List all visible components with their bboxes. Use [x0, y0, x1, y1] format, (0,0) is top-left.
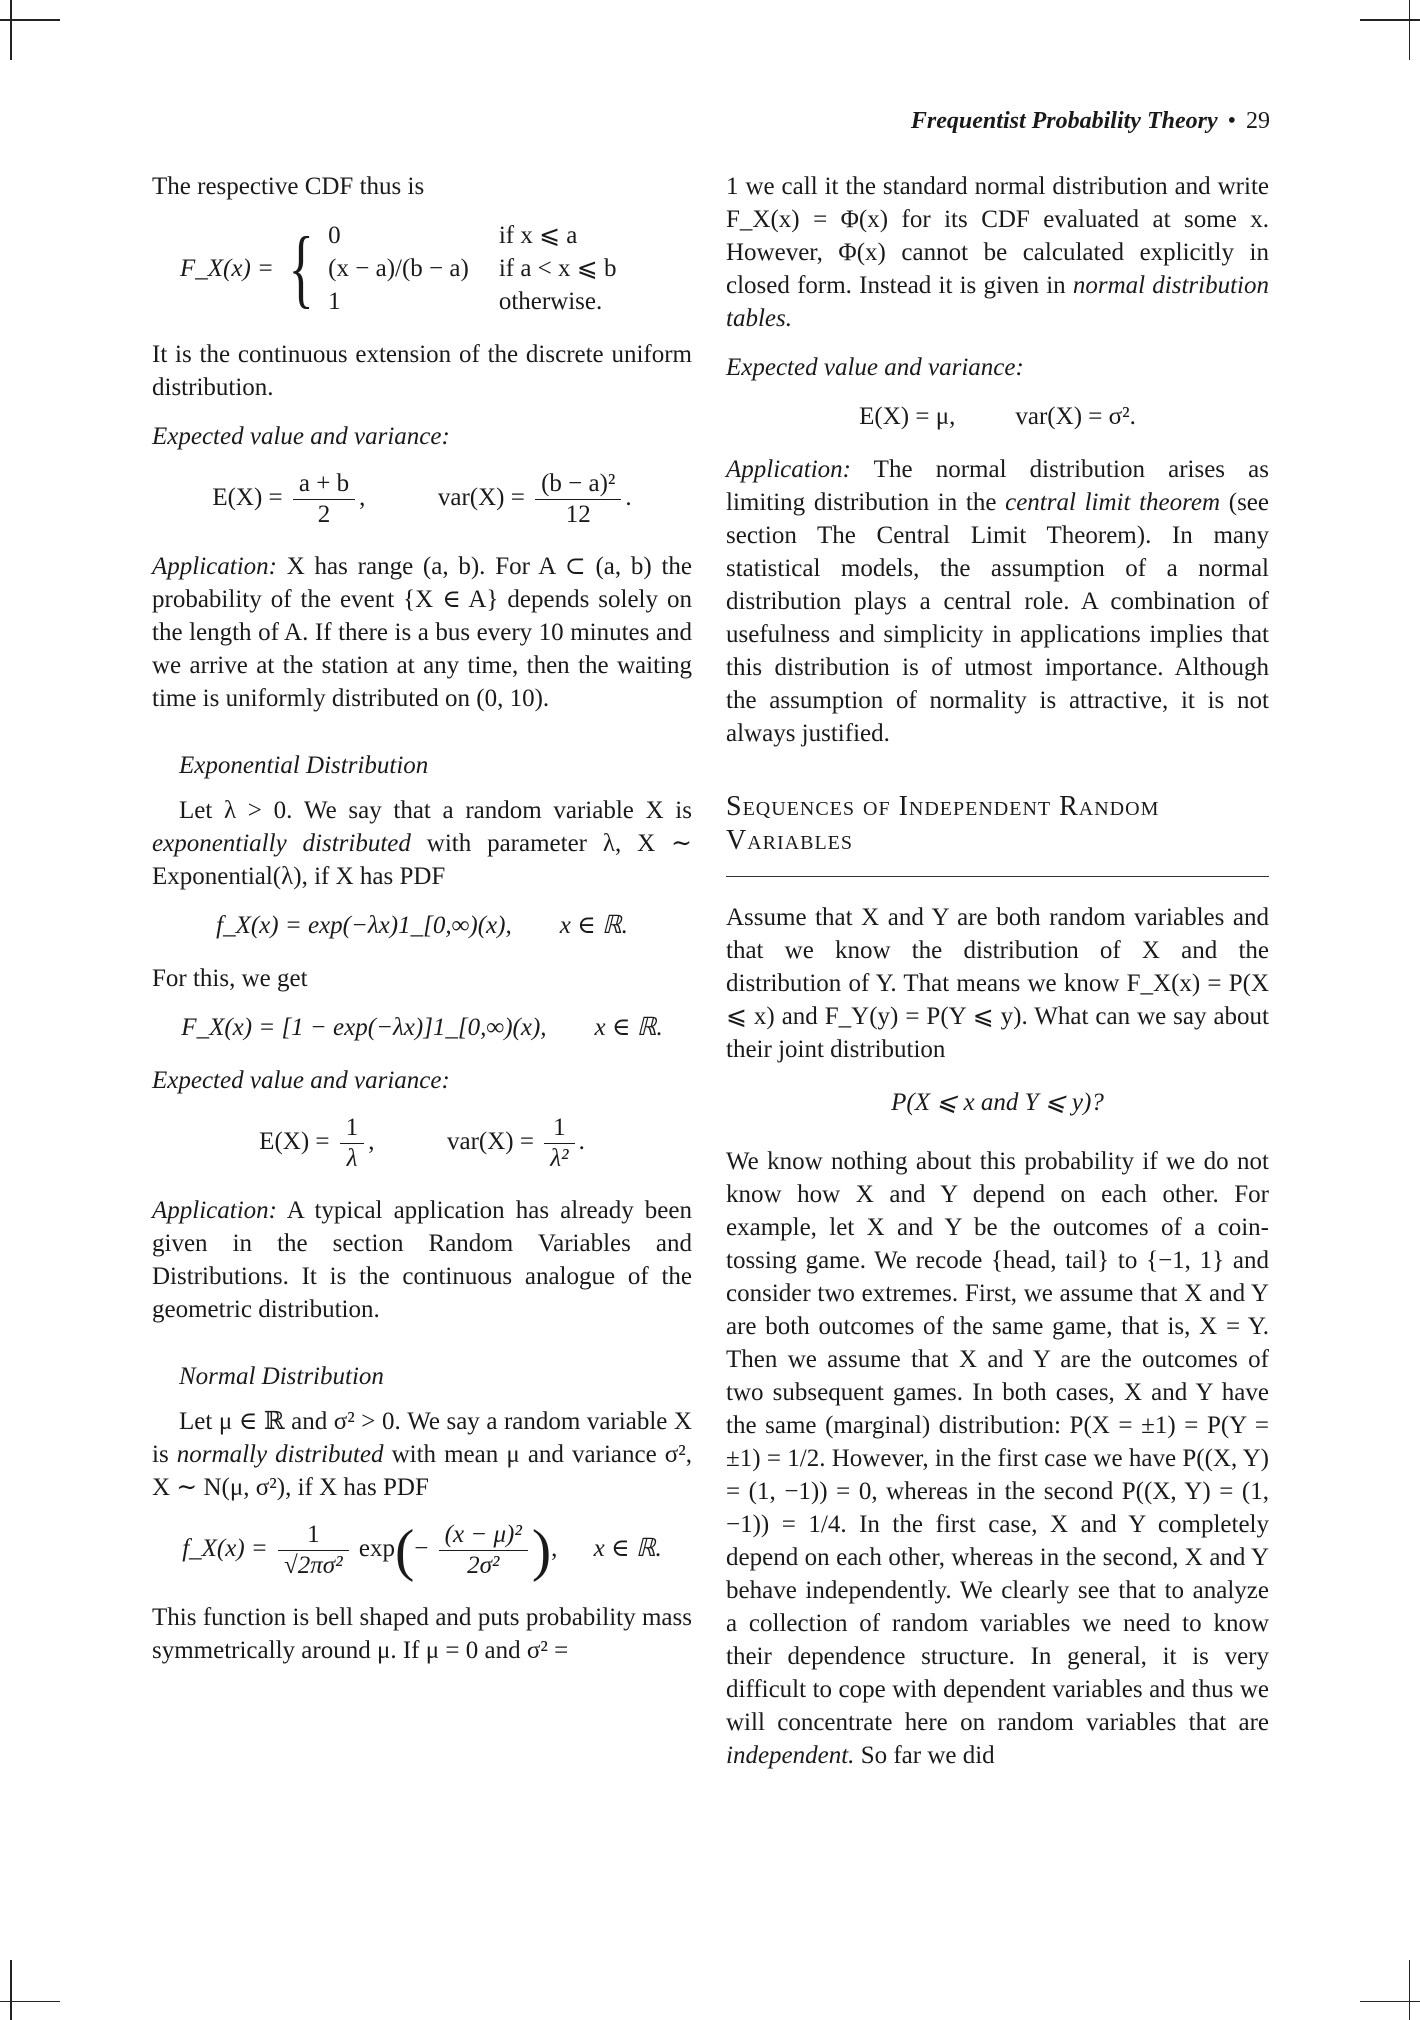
- case-value: 1: [328, 288, 341, 315]
- right-column: [726, 170, 1269, 1788]
- normal-definition: [152, 1405, 692, 1504]
- standard-normal-text: [726, 170, 1269, 335]
- crop-mark-tr-v: [1409, 0, 1411, 60]
- crop-mark-bl-v: [10, 1960, 12, 2020]
- normal-ev-equation: [726, 400, 1269, 433]
- def-text: with mean μ and variance σ², X ∼ N(μ, σ²), if X has PDF: [152, 1441, 692, 1501]
- ev-fraction: [340, 1113, 365, 1174]
- ev-formula: E(X) = μ,: [859, 403, 956, 430]
- case-value: 0: [328, 222, 341, 249]
- ev-label: Expected value and variance:: [152, 1067, 450, 1094]
- exponential-definition: [152, 794, 692, 893]
- application-label: Application:: [726, 456, 851, 483]
- exponential-pdf-equation: [152, 909, 692, 942]
- dependence-text: [726, 1145, 1269, 1772]
- frac-den: 12: [565, 501, 591, 528]
- frac-den: λ: [346, 1145, 358, 1172]
- pdf-formula: f_X(x) = exp(−λx)1_[0,∞)(x),: [216, 912, 512, 939]
- application-text: X has range (a, b). For A ⊂ (a, b) the probability of the event {X ∈ A} depends solely on the length of A. If there is a bus every 10 minutes and we arrive at the station at any time, then the waiting time is uniformly distributed on (0, 10).: [152, 553, 692, 712]
- uniform-application: [152, 550, 692, 715]
- cdf-lhs: F_X(x) =: [180, 255, 274, 282]
- running-title: Frequentist Probability Theory: [910, 108, 1218, 134]
- left-column: [152, 170, 692, 1683]
- case-condition: if a < x ⩽ b: [498, 255, 617, 282]
- var-tail: .: [578, 1128, 585, 1156]
- application-label: Application:: [152, 1197, 277, 1224]
- application-emph: central limit theorem: [1005, 489, 1221, 516]
- exponential-application: [152, 1194, 692, 1326]
- pdf-domain: x ∈ ℝ.: [559, 912, 628, 939]
- case-value: (x − a)/(b − a): [328, 255, 469, 282]
- frac-num: 1: [278, 1520, 349, 1551]
- exponent-fraction: [439, 1520, 528, 1581]
- var-lhs: var(X) =: [447, 1128, 534, 1156]
- crop-mark-bl-h: [0, 2001, 60, 2003]
- header-bullet: •: [1227, 108, 1236, 134]
- crop-mark-br-h: [1360, 2001, 1420, 2003]
- def-emph: exponentially distributed: [152, 830, 411, 857]
- exp-function: exp: [358, 1535, 395, 1563]
- def-text: with parameter λ, X ∼ Exponential(λ), if X has PDF: [152, 830, 692, 890]
- ev-tail: ,: [359, 484, 366, 512]
- var-formula: var(X) = σ².: [1015, 403, 1136, 430]
- ev-tail: ,: [368, 1128, 375, 1156]
- frac-num: (x − μ)²: [439, 1520, 528, 1551]
- case-condition: otherwise.: [498, 288, 603, 315]
- application-text: A typical application has already been given in the section Random Variables and Distributions. It is the continuous analogue of the geometric distribution.: [152, 1197, 692, 1323]
- for-this-text: For this, we get: [152, 965, 308, 992]
- crop-mark-tr-h: [1360, 19, 1420, 21]
- pdf-lhs: f_X(x) =: [182, 1535, 268, 1563]
- crop-mark-tl-h: [0, 19, 60, 21]
- ev-lhs: E(X) =: [259, 1128, 330, 1156]
- crop-mark-br-v: [1409, 1960, 1411, 2020]
- exponential-ev-equation: [152, 1113, 692, 1174]
- normal-pdf-equation: f_X(x) = $\frac{1}{\text{√2πσ²}}$ exp(− $\frac{\text{(x − μ)²}}{\text{2σ²}}$ ), x ∈ ℝ.: [182, 1517, 662, 1583]
- var-fraction: [544, 1113, 574, 1174]
- body-emph: independent.: [726, 1742, 855, 1769]
- left-brace: {: [288, 219, 314, 317]
- exponential-heading: Exponential Distribution: [179, 752, 429, 779]
- frac-den: 2σ²: [467, 1552, 500, 1579]
- bell-shape-text: This function is bell shaped and puts probability mass symmetrically around μ. If μ = 0 and σ² =: [152, 1604, 692, 1664]
- minus-sign: −: [414, 1535, 429, 1563]
- joint-distribution-equation: P(X ⩽ x and Y ⩽ y)?: [891, 1089, 1104, 1116]
- running-header: [911, 108, 1270, 135]
- ev-fraction: [293, 469, 355, 530]
- frac-num: (b − a)²: [535, 469, 621, 500]
- application-text: (see section The Central Limit Theorem). In many statistical models, the assumption of a normal distribution plays a central role. A combination of usefulness and simplicity in applications implies that this distribution is of utmost importance. Although the assumption of normality is attractive, it is not always justified.: [726, 489, 1270, 747]
- uniform-ev-equation: [152, 469, 692, 530]
- pdf-domain: x ∈ ℝ.: [593, 1535, 662, 1563]
- case-condition: if x ⩽ a: [498, 222, 578, 249]
- frac-den: √2πσ²: [284, 1552, 343, 1579]
- continuous-extension-text: It is the continuous extension of the discrete uniform distribution.: [152, 341, 692, 401]
- norm-const-fraction: [278, 1520, 349, 1581]
- frac-num: 1: [340, 1113, 365, 1144]
- body-emph: normal distribution tables.: [726, 272, 1269, 332]
- def-emph: normally distributed: [176, 1441, 384, 1468]
- application-text: The normal distribution arises as limiting distribution in the: [726, 456, 1269, 516]
- right-paren: ): [531, 1517, 552, 1583]
- cdf-formula: F_X(x) = [1 − exp(−λx)]1_[0,∞)(x),: [181, 1014, 547, 1041]
- frac-num: 1: [544, 1113, 574, 1144]
- exponential-cdf-equation: [152, 1011, 692, 1044]
- ev-label: Expected value and variance:: [152, 423, 450, 450]
- frac-den: 2: [317, 501, 331, 528]
- uniform-cdf-equation: [152, 219, 692, 318]
- cdf-intro: The respective CDF thus is: [152, 173, 425, 200]
- cdf-domain: x ∈ ℝ.: [594, 1014, 663, 1041]
- frac-num: a + b: [293, 469, 355, 500]
- crop-mark-tl-v: [10, 0, 12, 60]
- var-tail: .: [625, 484, 632, 512]
- normal-application: [726, 453, 1269, 750]
- body-text: So far we did: [854, 1742, 995, 1769]
- cdf-cases: [328, 219, 628, 318]
- body-text: 1 we call it the standard normal distribution and write F_X(x) = Φ(x) for its CDF evaluated at some x. However, Φ(x) cannot be calculated explicitly in closed form. Instead it is given in: [726, 173, 1269, 299]
- def-text: Let λ > 0. We say that a random variable X is: [179, 797, 692, 824]
- frac-den: λ²: [550, 1145, 569, 1172]
- left-paren: (: [394, 1517, 415, 1583]
- normal-heading: Normal Distribution: [179, 1363, 384, 1390]
- var-fraction: [535, 469, 621, 530]
- def-text: Let μ ∈ ℝ and σ² > 0. We say a random variable X is: [152, 1408, 692, 1468]
- page-number: 29: [1246, 108, 1270, 134]
- ev-lhs: E(X) =: [212, 484, 283, 512]
- body-text: We know nothing about this probability if we do not know how X and Y depend on each other. For example, let X and Y be the outcomes of a coin-tossing game. We recode {head, tail} to {−1, 1} and consider two extremes. First, we assume that X and Y are both outcomes of the same game, that is, X = Y. Then we assume that X and Y are the outcomes of two subsequent games. In both cases, X and Y have the same (marginal) distribution: P(X = ±1) = P(Y = ±1) = 1/2. However, in the first case we have P((X, Y) = (1, −1)) = 0, whereas in the second P((X, Y) = (1, −1)) = 1/4. In the first case, X and Y completely depend on each other, whereas in the second, X and Y behave independently. We clearly see that to analyze a collection of random variables we need to know their dependence structure. In general, it is very difficult to cope with dependent variables and thus we will concentrate here on random variables that are: [726, 1148, 1269, 1736]
- ev-label: Expected value and variance:: [726, 354, 1024, 381]
- assume-text: Assume that X and Y are both random variables and that we know the distribution of X and the distribution of Y. That means we know F_X(x) = P(X ⩽ x) and F_Y(y) = P(Y ⩽ y). What can we say about their joint distribution: [726, 904, 1269, 1063]
- section-heading-sequences: Sequences of Independent Random Variables: [726, 790, 1269, 877]
- application-label: Application:: [152, 553, 277, 580]
- var-lhs: var(X) =: [437, 484, 525, 512]
